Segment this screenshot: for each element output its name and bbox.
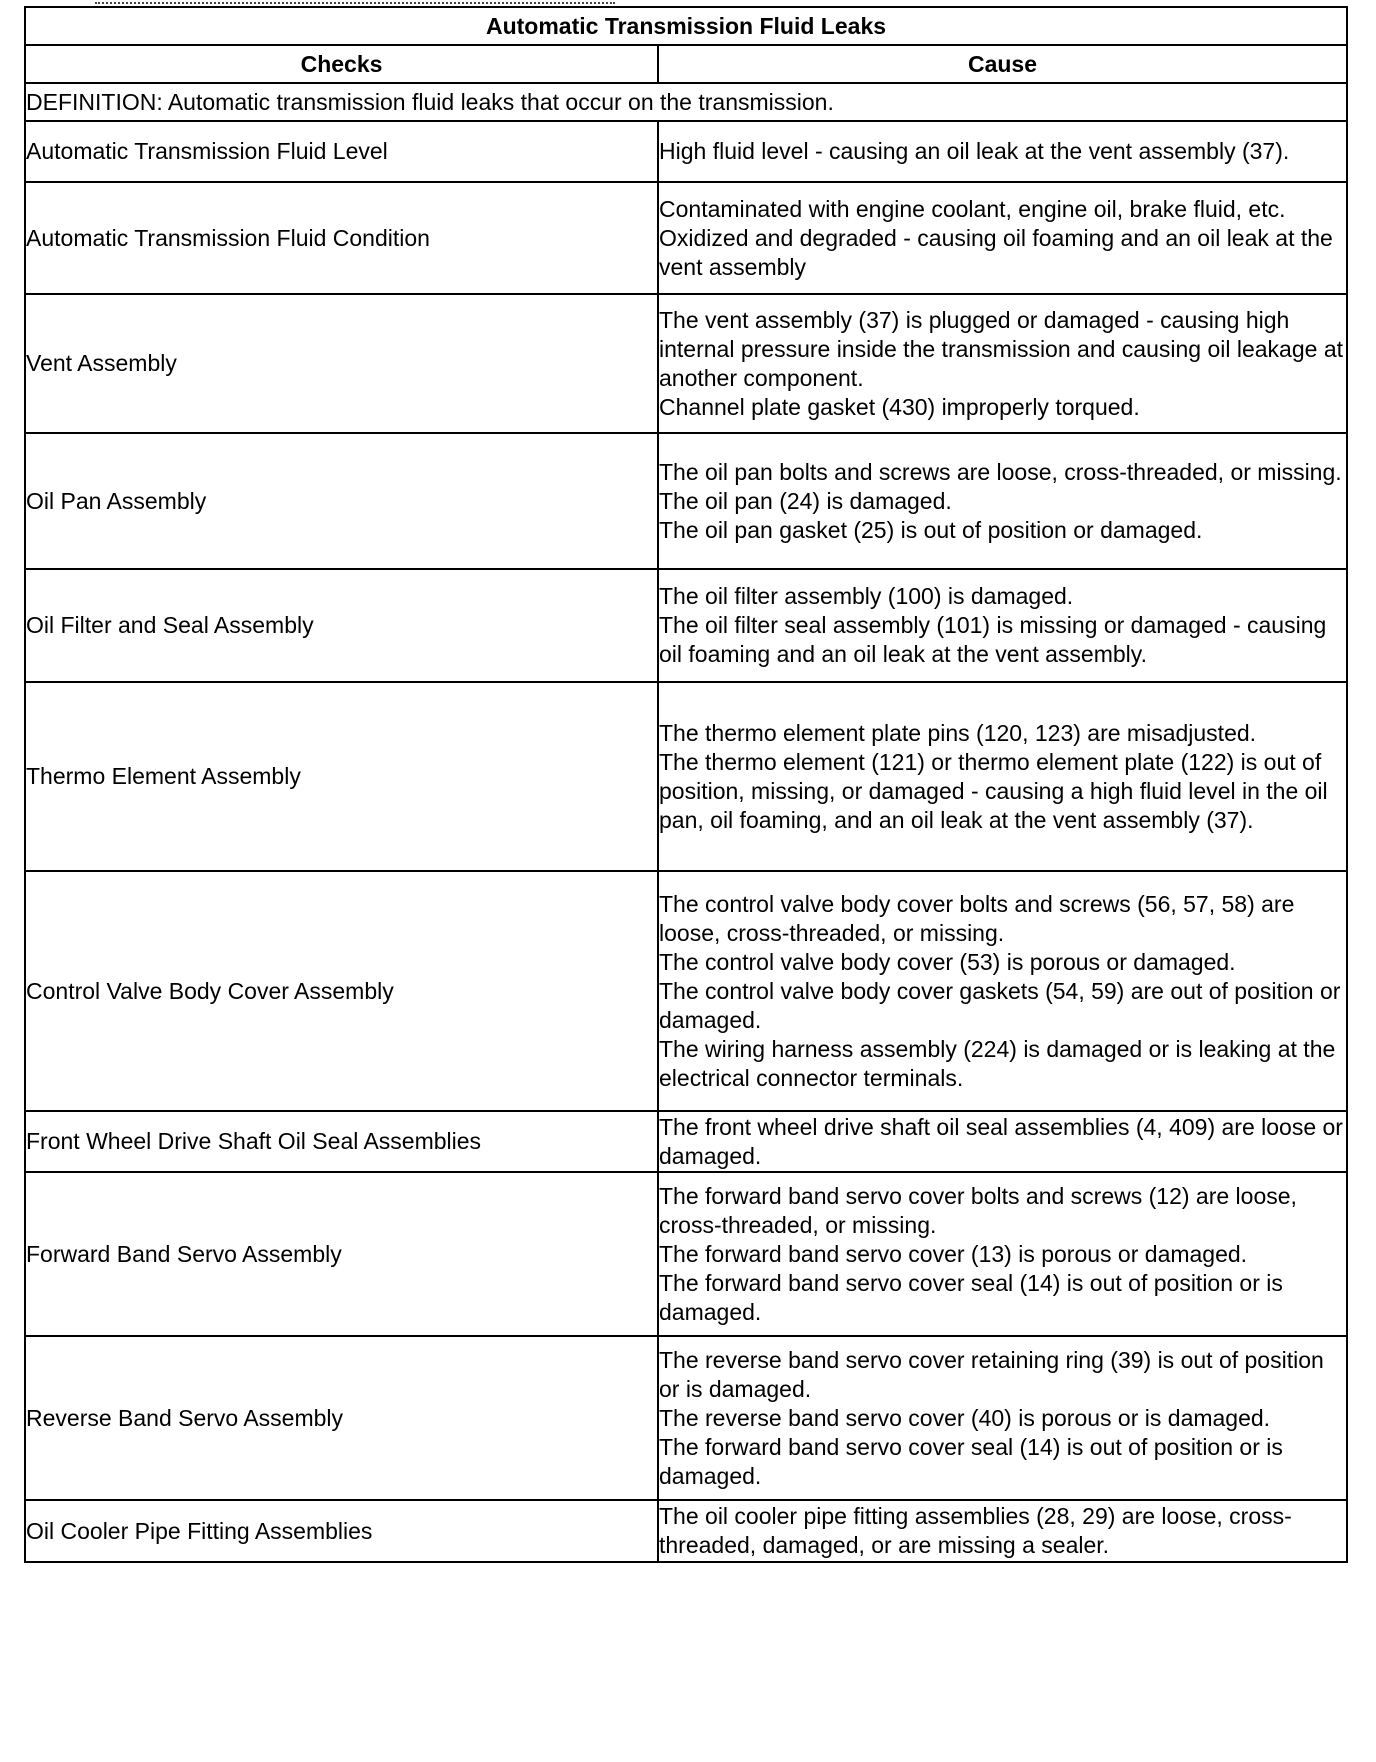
cause-cell: [658, 182, 1347, 294]
table-row: [25, 294, 1347, 433]
cause-cell: [658, 682, 1347, 871]
cause-cell: [658, 1500, 1347, 1562]
fluid-leaks-table: [24, 6, 1348, 1563]
check-cell: Automatic Transmission Fluid Level: [25, 121, 658, 182]
check-cell: Automatic Transmission Fluid Condition: [25, 182, 658, 294]
column-header-checks: Checks: [25, 45, 658, 83]
cause-text: The forward band servo cover bolts and screws (12) are loose, cross-threaded, or missing.: [659, 1182, 1297, 1238]
cause-text: The oil pan bolts and screws are loose, cross-threaded, or missing.: [659, 458, 1342, 485]
table-title: Automatic Transmission Fluid Leaks: [25, 7, 1347, 45]
cause-text: Contaminated with engine coolant, engine oil, brake fluid, etc.: [659, 195, 1286, 222]
table-row: [25, 569, 1347, 682]
column-header-cause: Cause: [658, 45, 1347, 83]
table-row: [25, 1111, 1347, 1172]
check-cell: Oil Pan Assembly: [25, 433, 658, 569]
table-body: [25, 121, 1347, 1562]
cause-text: The forward band servo cover (13) is porous or damaged.: [659, 1240, 1248, 1267]
cause-text: Oxidized and degraded - causing oil foaming and an oil leak at the vent assembly: [659, 224, 1333, 280]
cause-text: Channel plate gasket (430) improperly torqued.: [659, 393, 1140, 420]
table-row: [25, 1172, 1347, 1336]
cause-text: The reverse band servo cover retaining ring (39) is out of position or is damaged.: [659, 1346, 1324, 1402]
cause-text: The oil filter assembly (100) is damaged.: [659, 583, 1074, 609]
cause-cell: [658, 1336, 1347, 1500]
cause-text: The wiring harness assembly (224) is damaged or is leaking at the electrical connector terminals.: [659, 1035, 1336, 1091]
table-row: [25, 182, 1347, 294]
cause-text: The control valve body cover (53) is porous or damaged.: [659, 948, 1236, 975]
table-row: [25, 121, 1347, 182]
cause-text: The vent assembly (37) is plugged or damaged - causing high internal pressure inside the transmission and causing oil leakage at another component.: [659, 306, 1344, 391]
cause-text: The oil cooler pipe fitting assemblies (28, 29) are loose, cross-threaded, damaged, or are missing a sealer.: [659, 1503, 1292, 1558]
cause-cell: [658, 871, 1347, 1111]
check-cell: Oil Cooler Pipe Fitting Assemblies: [25, 1500, 658, 1562]
cause-text: The oil pan gasket (25) is out of position or damaged.: [659, 516, 1203, 543]
cause-cell: [658, 294, 1347, 433]
cause-cell: [658, 121, 1347, 182]
cause-text: The oil pan (24) is damaged.: [659, 487, 952, 514]
cause-cell: [658, 569, 1347, 682]
check-cell: Front Wheel Drive Shaft Oil Seal Assemblies: [25, 1111, 658, 1172]
cause-cell: [658, 1111, 1347, 1172]
table-row: [25, 682, 1347, 871]
definition-row: DEFINITION: Automatic transmission fluid leaks that occur on the transmission.: [25, 83, 1347, 121]
table-row: [25, 1500, 1347, 1562]
cause-cell: [658, 433, 1347, 569]
cause-text: The control valve body cover gaskets (54, 59) are out of position or damaged.: [659, 977, 1341, 1033]
cause-text: High fluid level - causing an oil leak at the vent assembly (37).: [659, 138, 1290, 164]
table-row: [25, 1336, 1347, 1500]
cause-text: The oil filter seal assembly (101) is missing or damaged - causing oil foaming and an oil leak at the vent assembly.: [659, 612, 1327, 667]
cause-cell: [658, 1172, 1347, 1336]
table-row: [25, 871, 1347, 1111]
cause-text: The thermo element (121) or thermo element plate (122) is out of position, missing, or damaged - causing a high fluid level in the oil pan, oil foaming, and an oil leak at the vent assembly (37).: [659, 748, 1328, 833]
check-cell: Thermo Element Assembly: [25, 682, 658, 871]
cause-text: The thermo element plate pins (120, 123) are misadjusted.: [659, 719, 1257, 746]
cause-text: The reverse band servo cover (40) is porous or is damaged.: [659, 1404, 1271, 1431]
check-cell: Oil Filter and Seal Assembly: [25, 569, 658, 682]
table-row: [25, 433, 1347, 569]
cause-text: The front wheel drive shaft oil seal assemblies (4, 409) are loose or damaged.: [659, 1113, 1343, 1169]
check-cell: Vent Assembly: [25, 294, 658, 433]
check-cell: Control Valve Body Cover Assembly: [25, 871, 658, 1111]
cause-text: The forward band servo cover seal (14) is out of position or is damaged.: [659, 1269, 1283, 1325]
cause-text: The forward band servo cover seal (14) is out of position or is damaged.: [659, 1433, 1283, 1489]
cause-text: The control valve body cover bolts and screws (56, 57, 58) are loose, cross-threaded, or missing.: [659, 890, 1295, 946]
check-cell: Forward Band Servo Assembly: [25, 1172, 658, 1336]
check-cell: Reverse Band Servo Assembly: [25, 1336, 658, 1500]
